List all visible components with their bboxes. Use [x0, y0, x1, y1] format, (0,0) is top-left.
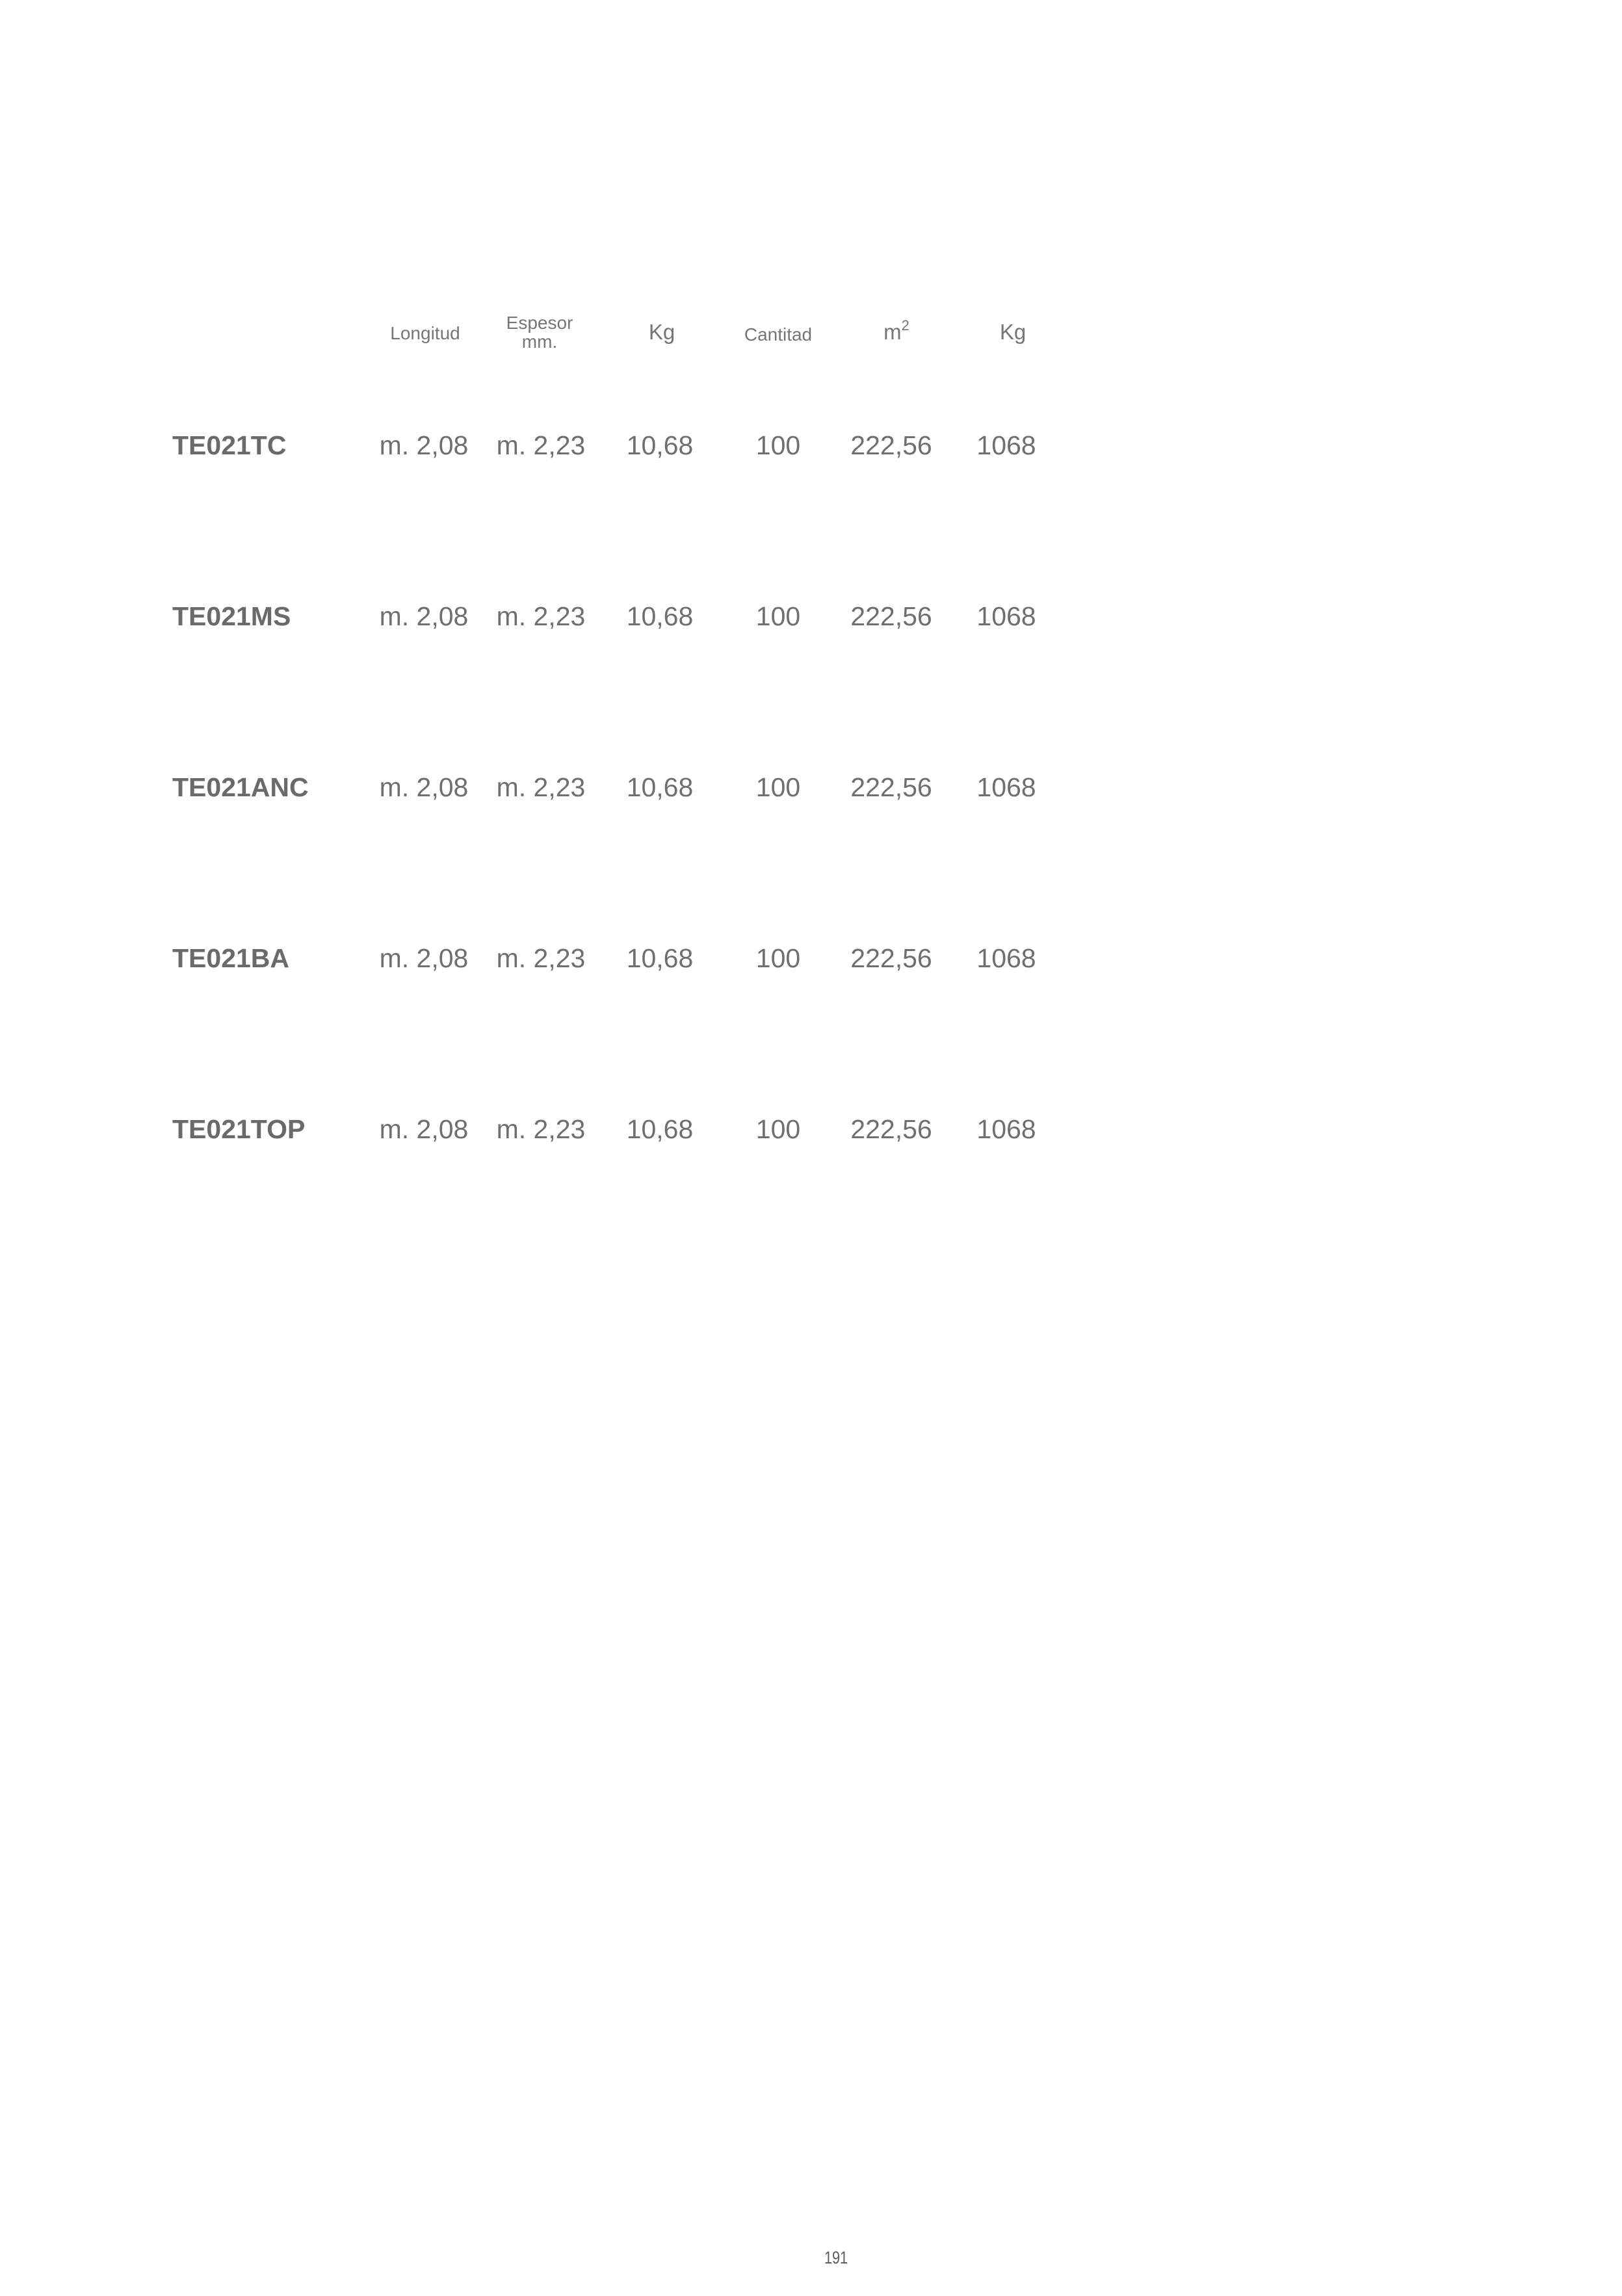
- espesor-cell: m. 2,23: [496, 1114, 586, 1144]
- kg-cell: 10,68: [626, 943, 694, 973]
- total-kg-cell: 1068: [976, 601, 1036, 631]
- total-kg-cell: 1068: [976, 1114, 1036, 1144]
- m2-cell: 222,56: [850, 601, 932, 631]
- espesor-cell: m. 2,23: [496, 430, 586, 460]
- total-kg-cell: 1068: [976, 430, 1036, 460]
- longitud-cell: m. 2,08: [379, 430, 469, 460]
- m2-cell: 222,56: [850, 1114, 932, 1144]
- m2-cell: 222,56: [850, 430, 932, 460]
- m2-cell: 222,56: [850, 772, 932, 802]
- kg-cell: 10,68: [626, 430, 694, 460]
- m2-cell: 222,56: [850, 943, 932, 973]
- cantitad-cell: 100: [755, 772, 801, 802]
- header-cantitad: Cantitad: [744, 324, 813, 345]
- kg-cell: 10,68: [626, 772, 694, 802]
- table-row: [0, 429, 1622, 462]
- product-code: TE021TC: [172, 430, 287, 460]
- espesor-cell: m. 2,23: [496, 772, 586, 802]
- product-code: TE021MS: [172, 601, 291, 631]
- longitud-cell: m. 2,08: [379, 601, 469, 631]
- total-kg-cell: 1068: [976, 772, 1036, 802]
- longitud-cell: m. 2,08: [379, 1114, 469, 1144]
- cantitad-cell: 100: [755, 430, 801, 460]
- header-espesor-unit: mm.: [521, 332, 558, 352]
- espesor-cell: m. 2,23: [496, 943, 586, 973]
- header-m2-base: m: [883, 320, 902, 344]
- header-m2-sup: 2: [901, 317, 909, 333]
- longitud-cell: m. 2,08: [379, 772, 469, 802]
- header-kg: Kg: [648, 320, 675, 344]
- longitud-cell: m. 2,08: [379, 943, 469, 973]
- header-espesor: [468, 313, 611, 351]
- table-row: [0, 1113, 1622, 1145]
- kg-cell: 10,68: [626, 601, 694, 631]
- header-kg-total: Kg: [999, 320, 1027, 344]
- table-row: [0, 771, 1622, 803]
- cantitad-cell: 100: [755, 1114, 801, 1144]
- header-longitud: Longitud: [390, 323, 460, 343]
- table-row: [0, 942, 1622, 974]
- page-number: 191: [824, 2248, 848, 2267]
- kg-cell: 10,68: [626, 1114, 694, 1144]
- product-code: TE021ANC: [172, 772, 309, 802]
- total-kg-cell: 1068: [976, 943, 1036, 973]
- espesor-cell: m. 2,23: [496, 601, 586, 631]
- cantitad-cell: 100: [755, 601, 801, 631]
- cantitad-cell: 100: [755, 943, 801, 973]
- header-espesor-label: Espesor: [506, 313, 573, 333]
- table-row: [0, 600, 1622, 633]
- product-code: TE021TOP: [172, 1114, 306, 1144]
- product-code: TE021BA: [172, 943, 290, 973]
